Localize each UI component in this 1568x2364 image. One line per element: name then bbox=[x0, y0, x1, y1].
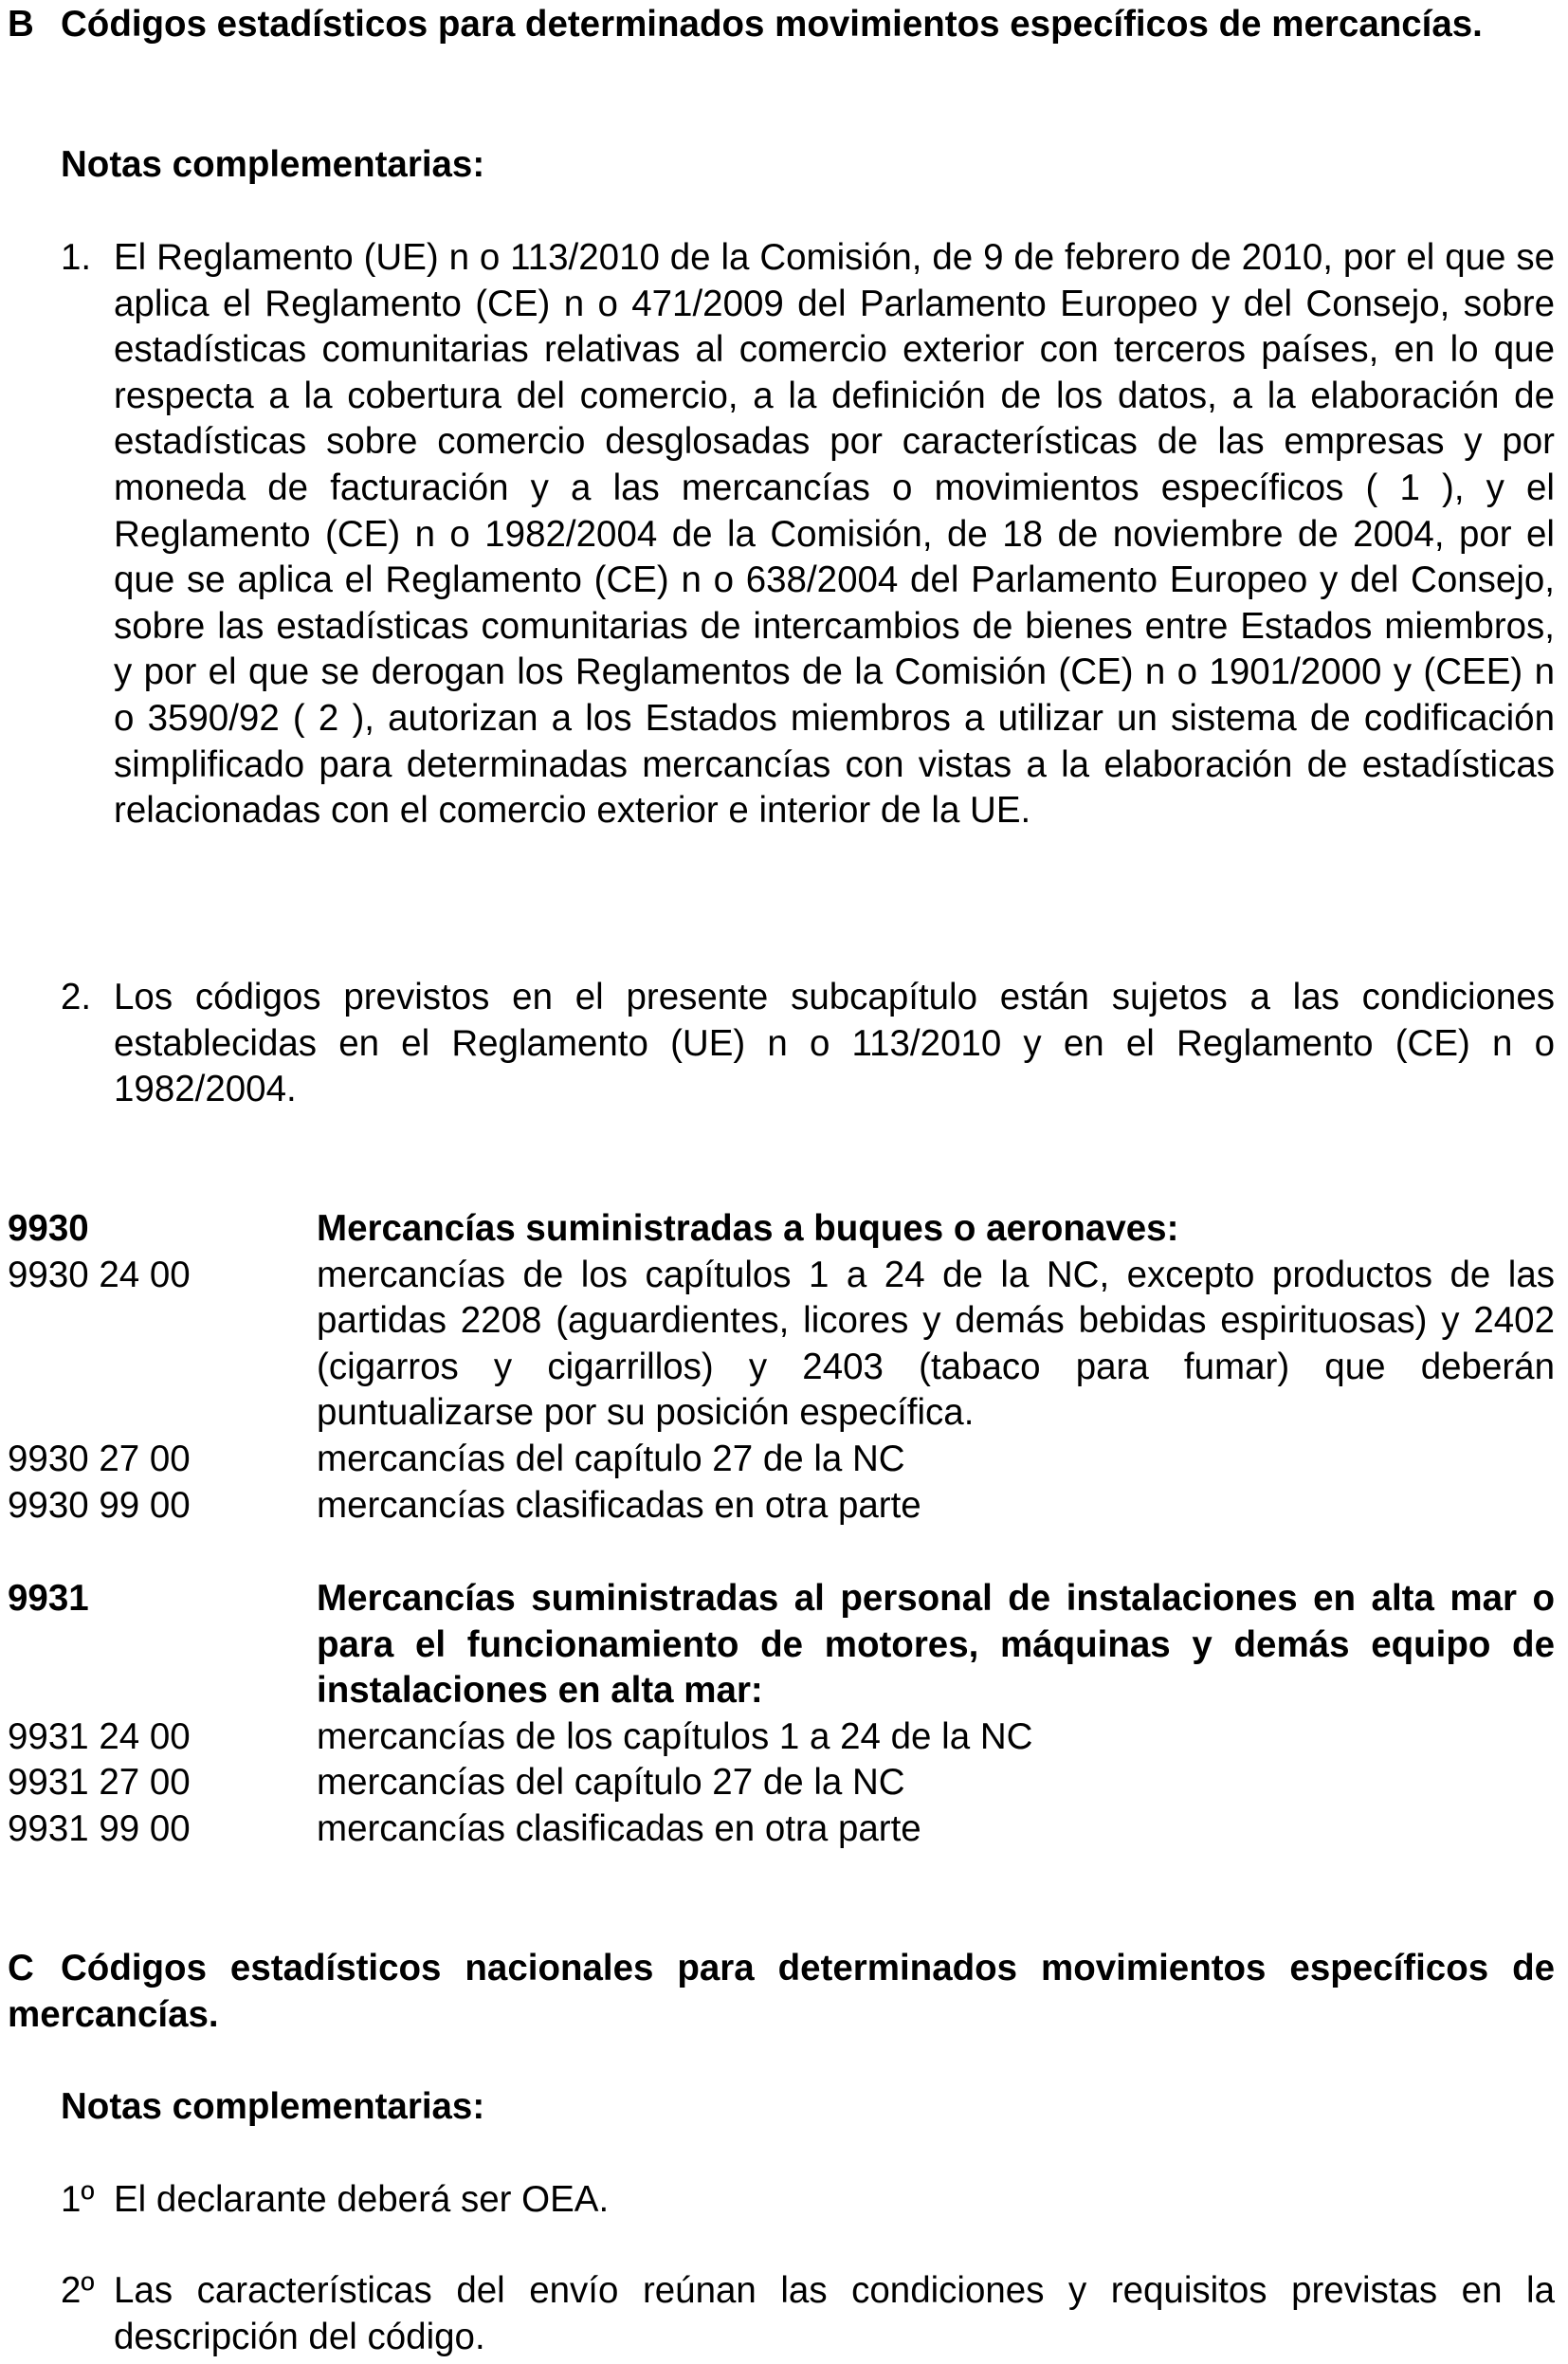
code-row bbox=[8, 1437, 1555, 1483]
section-b-title: Códigos estadísticos para determinados movimientos específicos de mercancías. bbox=[61, 4, 1483, 45]
code-row bbox=[8, 1483, 1555, 1530]
section-c-note-1 bbox=[61, 2177, 1555, 2224]
code-description: mercancías del capítulo 27 de la NC bbox=[317, 1438, 905, 1479]
code-heading-row bbox=[8, 1576, 1555, 1714]
section-b-note-1 bbox=[61, 235, 1555, 834]
code-number: 9930 bbox=[8, 1208, 89, 1249]
code-row bbox=[8, 1806, 1555, 1853]
code-heading-row bbox=[8, 1206, 1555, 1253]
code-number: 9931 27 00 bbox=[8, 1762, 191, 1804]
section-c-heading bbox=[8, 1946, 1555, 2038]
code-row bbox=[8, 1714, 1555, 1761]
note-number: 1. bbox=[61, 237, 92, 278]
code-number: 9930 27 00 bbox=[8, 1438, 191, 1479]
section-c-title: Códigos estadísticos nacionales para determinados movimientos específicos de mercancías. bbox=[8, 1948, 1555, 2035]
note-text: Las características del envío reúnan las condiciones y requisitos previstas en la descripción del código. bbox=[114, 2270, 1555, 2357]
section-b-heading bbox=[8, 2, 1555, 48]
note-number: 1º bbox=[61, 2179, 95, 2220]
code-description: mercancías clasificadas en otra parte bbox=[317, 1807, 921, 1849]
note-number: 2º bbox=[61, 2270, 95, 2311]
note-text: El Reglamento (UE) n o 113/2010 de la Comisión, de 9 de febrero de 2010, por el que se aplica el Reglamento (CE) n o 471/2009 del Parlamento Europeo y del Consejo, sobre estadísticas comunitarias relativas al comercio exterior con terceros países, en lo que respecta a la cobertura del comercio, a la definición de los datos, a la elaboración de estadísticas sobre comercio desglosadas por características de las empresas y por moneda de facturación y a las mercancías o movimientos específicos ( 1 ), y el Reglamento (CE) n o 1982/2004 de la Comisión, de 18 de noviembre de 2004, por el que se aplica el Reglamento (CE) n o 638/2004 del Parlamento Europeo y del Consejo, sobre las estadísticas comunitarias de intercambios de bienes entre Estados miembros, y por el que se derogan los Reglamentos de la Comisión (CE) n o 1901/2000 y (CEE) n o 3590/92 ( 2 ), autorizan a los Estados miembros a utilizar un sistema de codificación simplificado para determinadas mercancías con vistas a la elaboración de estadísticas relacionadas con el comercio exterior e interior de la UE. bbox=[114, 237, 1555, 832]
section-c-note-2 bbox=[61, 2268, 1555, 2360]
code-number: 9930 24 00 bbox=[8, 1254, 191, 1295]
code-number: 9931 bbox=[8, 1578, 89, 1619]
code-description: Mercancías suministradas al personal de instalaciones en alta mar o para el funcionamiento de motores, máquinas y demás equipo de instalaciones en alta mar: bbox=[317, 1578, 1555, 1712]
code-number: 9931 99 00 bbox=[8, 1807, 191, 1849]
note-text: Los códigos previstos en el presente subcapítulo están sujetos a las condiciones establecidas en el Reglamento (UE) n o 113/2010 y en el Reglamento (CE) n o 1982/2004. bbox=[114, 977, 1555, 1110]
code-description: mercancías de los capítulos 1 a 24 de la NC bbox=[317, 1715, 1033, 1757]
code-row bbox=[8, 1253, 1555, 1437]
section-c-notes-title: Notas complementarias: bbox=[61, 2086, 485, 2127]
code-number: 9930 99 00 bbox=[8, 1484, 191, 1526]
code-description: mercancías de los capítulos 1 a 24 de la NC, excepto productos de las partidas 2208 (aguardientes, licores y demás bebidas espirituosas) y 2402 (cigarros y cigarrillos) y 2403 (tabaco para fumar) que deberán puntualizarse por su posición específica. bbox=[317, 1254, 1555, 1434]
code-description: mercancías del capítulo 27 de la NC bbox=[317, 1762, 905, 1804]
note-number: 2. bbox=[61, 977, 92, 1017]
section-b-notes-title: Notas complementarias: bbox=[61, 144, 485, 185]
code-description: Mercancías suministradas a buques o aeronaves: bbox=[317, 1208, 1179, 1249]
code-description: mercancías clasificadas en otra parte bbox=[317, 1484, 921, 1526]
section-c-letter: C bbox=[8, 1948, 34, 1988]
note-text: El declarante deberá ser OEA. bbox=[114, 2179, 610, 2220]
code-row bbox=[8, 1760, 1555, 1806]
section-b-letter: B bbox=[8, 4, 34, 45]
codes-9931-table bbox=[8, 1576, 1555, 1853]
section-b-note-2 bbox=[61, 975, 1555, 1113]
code-number: 9931 24 00 bbox=[8, 1715, 191, 1757]
codes-9930-table bbox=[8, 1206, 1555, 1529]
